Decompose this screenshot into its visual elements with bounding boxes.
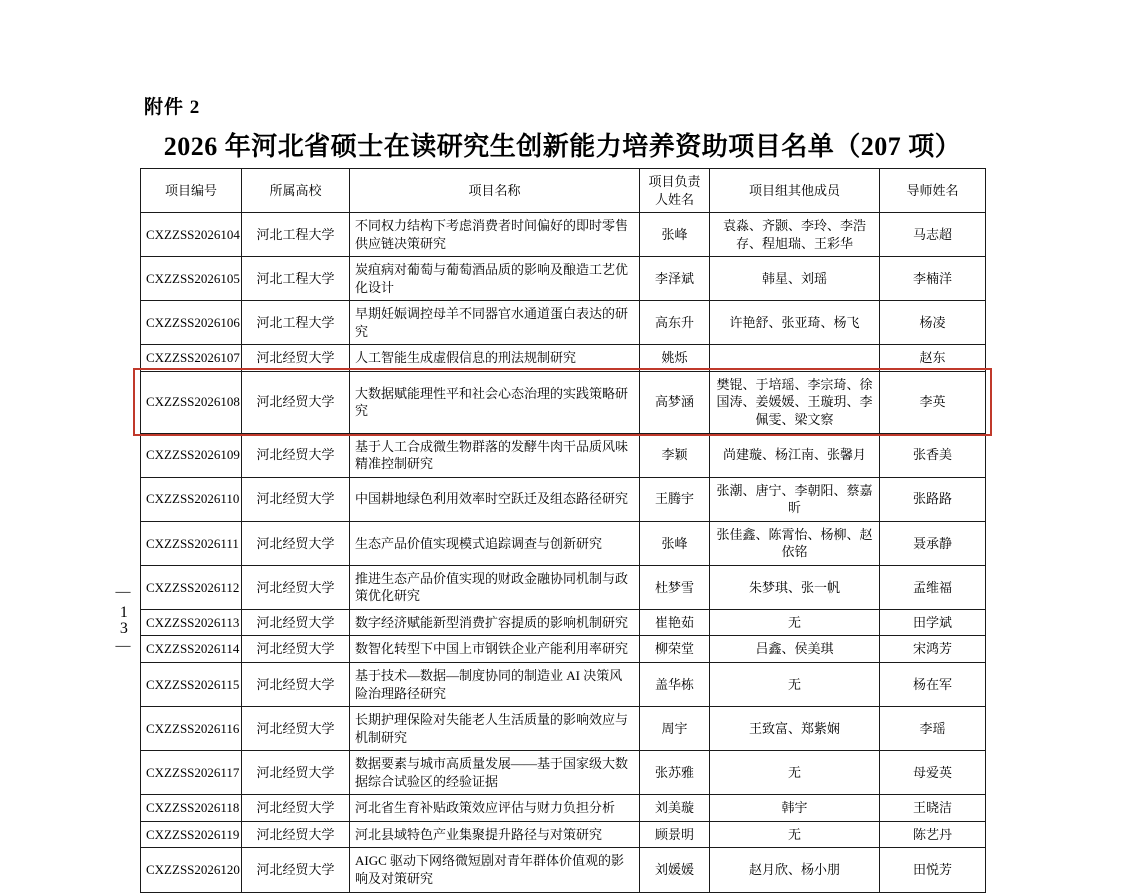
table-row [141, 371, 986, 433]
cell-project-name: 数智化转型下中国上市钢铁企业产能利用率研究 [350, 636, 640, 663]
column-header-leader: 项目负责人姓名 [640, 169, 710, 213]
cell-tutor: 马志超 [880, 213, 986, 257]
cell-leader: 柳荣堂 [640, 636, 710, 663]
cell-tutor: 田学斌 [880, 609, 986, 636]
cell-leader: 张峰 [640, 521, 710, 565]
cell-project-id: CXZZSS2026118 [141, 795, 242, 822]
page-number-dash-bottom: — [115, 637, 131, 654]
cell-project-name: 早期妊娠调控母羊不同器官水通道蛋白表达的研究 [350, 301, 640, 345]
cell-leader: 刘美璇 [640, 795, 710, 822]
cell-project-name: 数字经济赋能新型消费扩容提质的影响机制研究 [350, 609, 640, 636]
cell-leader: 杜梦雪 [640, 565, 710, 609]
cell-project-id: CXZZSS2026108 [141, 371, 242, 433]
cell-project-id: CXZZSS2026119 [141, 821, 242, 848]
cell-university: 河北经贸大学 [242, 848, 350, 892]
cell-leader: 刘媛媛 [640, 848, 710, 892]
table-row [141, 663, 986, 707]
cell-members: 无 [710, 663, 880, 707]
cell-project-id: CXZZSS2026113 [141, 609, 242, 636]
cell-tutor: 孟维福 [880, 565, 986, 609]
table-row [141, 213, 986, 257]
attachment-label: 附件 2 [144, 97, 201, 118]
cell-members: 吕鑫、侯美琪 [710, 636, 880, 663]
cell-members: 无 [710, 821, 880, 848]
page-title: 2026 年河北省硕士在读研究生创新能力培养资助项目名单（207 项） [163, 132, 962, 161]
cell-project-id: CXZZSS2026109 [141, 433, 242, 477]
cell-leader: 盖华栋 [640, 663, 710, 707]
cell-members [710, 345, 880, 372]
cell-members: 无 [710, 609, 880, 636]
cell-project-id: CXZZSS2026111 [141, 521, 242, 565]
table-row [141, 521, 986, 565]
cell-leader: 高梦涵 [640, 371, 710, 433]
cell-tutor: 王晓洁 [880, 795, 986, 822]
cell-project-name: 推进生态产品价值实现的财政金融协同机制与政策优化研究 [350, 565, 640, 609]
cell-university: 河北经贸大学 [242, 795, 350, 822]
cell-members: 尚建璇、杨江南、张馨月 [710, 433, 880, 477]
column-header-project-name: 项目名称 [350, 169, 640, 213]
cell-university: 河北经贸大学 [242, 477, 350, 521]
table-row [141, 609, 986, 636]
cell-project-name: 大数据赋能理性平和社会心态治理的实践策略研究 [350, 371, 640, 433]
cell-project-id: CXZZSS2026120 [141, 848, 242, 892]
table-row [141, 751, 986, 795]
table-row [141, 795, 986, 822]
project-list-table [140, 168, 986, 893]
cell-leader: 张峰 [640, 213, 710, 257]
page-number-value: 13 [115, 603, 133, 636]
cell-leader: 李颖 [640, 433, 710, 477]
table-row [141, 707, 986, 751]
table-row [141, 345, 986, 372]
cell-leader: 高东升 [640, 301, 710, 345]
cell-project-id: CXZZSS2026115 [141, 663, 242, 707]
cell-project-name: 河北省生育补贴政策效应评估与财力负担分析 [350, 795, 640, 822]
cell-project-id: CXZZSS2026114 [141, 636, 242, 663]
column-header-id: 项目编号 [141, 169, 242, 213]
cell-project-name: 炭疽病对葡萄与葡萄酒品质的影响及酿造工艺优化设计 [350, 257, 640, 301]
cell-leader: 李泽斌 [640, 257, 710, 301]
cell-leader: 张苏雅 [640, 751, 710, 795]
cell-university: 河北经贸大学 [242, 521, 350, 565]
cell-members: 无 [710, 751, 880, 795]
cell-project-id: CXZZSS2026104 [141, 213, 242, 257]
cell-project-name: 生态产品价值实现模式追踪调查与创新研究 [350, 521, 640, 565]
cell-project-id: CXZZSS2026106 [141, 301, 242, 345]
cell-members: 韩宇 [710, 795, 880, 822]
cell-members: 袁淼、齐颢、李玲、李浩存、程旭瑞、王彩华 [710, 213, 880, 257]
cell-project-id: CXZZSS2026116 [141, 707, 242, 751]
cell-members: 王致富、郑紫娴 [710, 707, 880, 751]
cell-leader: 王腾宇 [640, 477, 710, 521]
cell-leader: 周宇 [640, 707, 710, 751]
page-number-dash-top: — [115, 584, 131, 600]
table-row [141, 636, 986, 663]
cell-members: 张佳鑫、陈霄怡、杨柳、赵依铭 [710, 521, 880, 565]
cell-university: 河北经贸大学 [242, 345, 350, 372]
cell-university: 河北经贸大学 [242, 751, 350, 795]
cell-university: 河北工程大学 [242, 301, 350, 345]
cell-project-name: 基于技术—数据—制度协同的制造业 AI 决策风险治理路径研究 [350, 663, 640, 707]
cell-tutor: 李英 [880, 371, 986, 433]
cell-university: 河北经贸大学 [242, 371, 350, 433]
cell-leader: 姚烁 [640, 345, 710, 372]
cell-project-id: CXZZSS2026105 [141, 257, 242, 301]
table-body [141, 213, 986, 892]
cell-project-name: 中国耕地绿色利用效率时空跃迁及组态路径研究 [350, 477, 640, 521]
cell-project-name: 基于人工合成微生物群落的发酵牛肉干品质风味精准控制研究 [350, 433, 640, 477]
page-number [110, 585, 136, 655]
cell-university: 河北经贸大学 [242, 565, 350, 609]
column-header-members: 项目组其他成员 [710, 169, 880, 213]
cell-tutor: 杨在军 [880, 663, 986, 707]
cell-university: 河北经贸大学 [242, 636, 350, 663]
cell-members: 韩星、刘瑶 [710, 257, 880, 301]
column-header-tutor: 导师姓名 [880, 169, 986, 213]
cell-tutor: 宋鸿芳 [880, 636, 986, 663]
cell-project-id: CXZZSS2026112 [141, 565, 242, 609]
cell-project-name: 不同权力结构下考虑消费者时间偏好的即时零售供应链决策研究 [350, 213, 640, 257]
cell-tutor: 张香美 [880, 433, 986, 477]
cell-project-name: 河北县域特色产业集聚提升路径与对策研究 [350, 821, 640, 848]
cell-tutor: 李瑶 [880, 707, 986, 751]
cell-leader: 顾景明 [640, 821, 710, 848]
table-row [141, 477, 986, 521]
column-header-university: 所属高校 [242, 169, 350, 213]
cell-members: 赵月欣、杨小朋 [710, 848, 880, 892]
cell-leader: 崔艳茹 [640, 609, 710, 636]
cell-project-name: 数据要素与城市高质量发展——基于国家级大数据综合试验区的经验证据 [350, 751, 640, 795]
cell-members: 许艳舒、张亚琦、杨飞 [710, 301, 880, 345]
cell-project-name: 长期护理保险对失能老人生活质量的影响效应与机制研究 [350, 707, 640, 751]
table-header-row [141, 169, 986, 213]
cell-tutor: 母爱英 [880, 751, 986, 795]
cell-tutor: 杨凌 [880, 301, 986, 345]
cell-tutor: 陈艺丹 [880, 821, 986, 848]
cell-members: 樊锟、于培瑶、李宗琦、徐国涛、姜媛媛、王璇玥、李佩雯、梁文察 [710, 371, 880, 433]
cell-university: 河北工程大学 [242, 213, 350, 257]
cell-project-id: CXZZSS2026107 [141, 345, 242, 372]
cell-members: 张潮、唐宁、李朝阳、蔡嘉昕 [710, 477, 880, 521]
cell-project-id: CXZZSS2026110 [141, 477, 242, 521]
cell-university: 河北经贸大学 [242, 433, 350, 477]
cell-project-name: 人工智能生成虚假信息的刑法规制研究 [350, 345, 640, 372]
table-row [141, 821, 986, 848]
table-row [141, 257, 986, 301]
cell-university: 河北经贸大学 [242, 821, 350, 848]
cell-university: 河北经贸大学 [242, 609, 350, 636]
cell-project-name: AIGC 驱动下网络微短剧对青年群体价值观的影响及对策研究 [350, 848, 640, 892]
cell-university: 河北经贸大学 [242, 663, 350, 707]
table-row [141, 848, 986, 892]
cell-tutor: 张路路 [880, 477, 986, 521]
table-row [141, 301, 986, 345]
cell-members: 朱梦琪、张一帆 [710, 565, 880, 609]
cell-tutor: 李楠洋 [880, 257, 986, 301]
table-row [141, 433, 986, 477]
cell-university: 河北工程大学 [242, 257, 350, 301]
cell-project-id: CXZZSS2026117 [141, 751, 242, 795]
table-row [141, 565, 986, 609]
cell-tutor: 聂承静 [880, 521, 986, 565]
cell-university: 河北经贸大学 [242, 707, 350, 751]
cell-tutor: 赵东 [880, 345, 986, 372]
cell-tutor: 田悦芳 [880, 848, 986, 892]
